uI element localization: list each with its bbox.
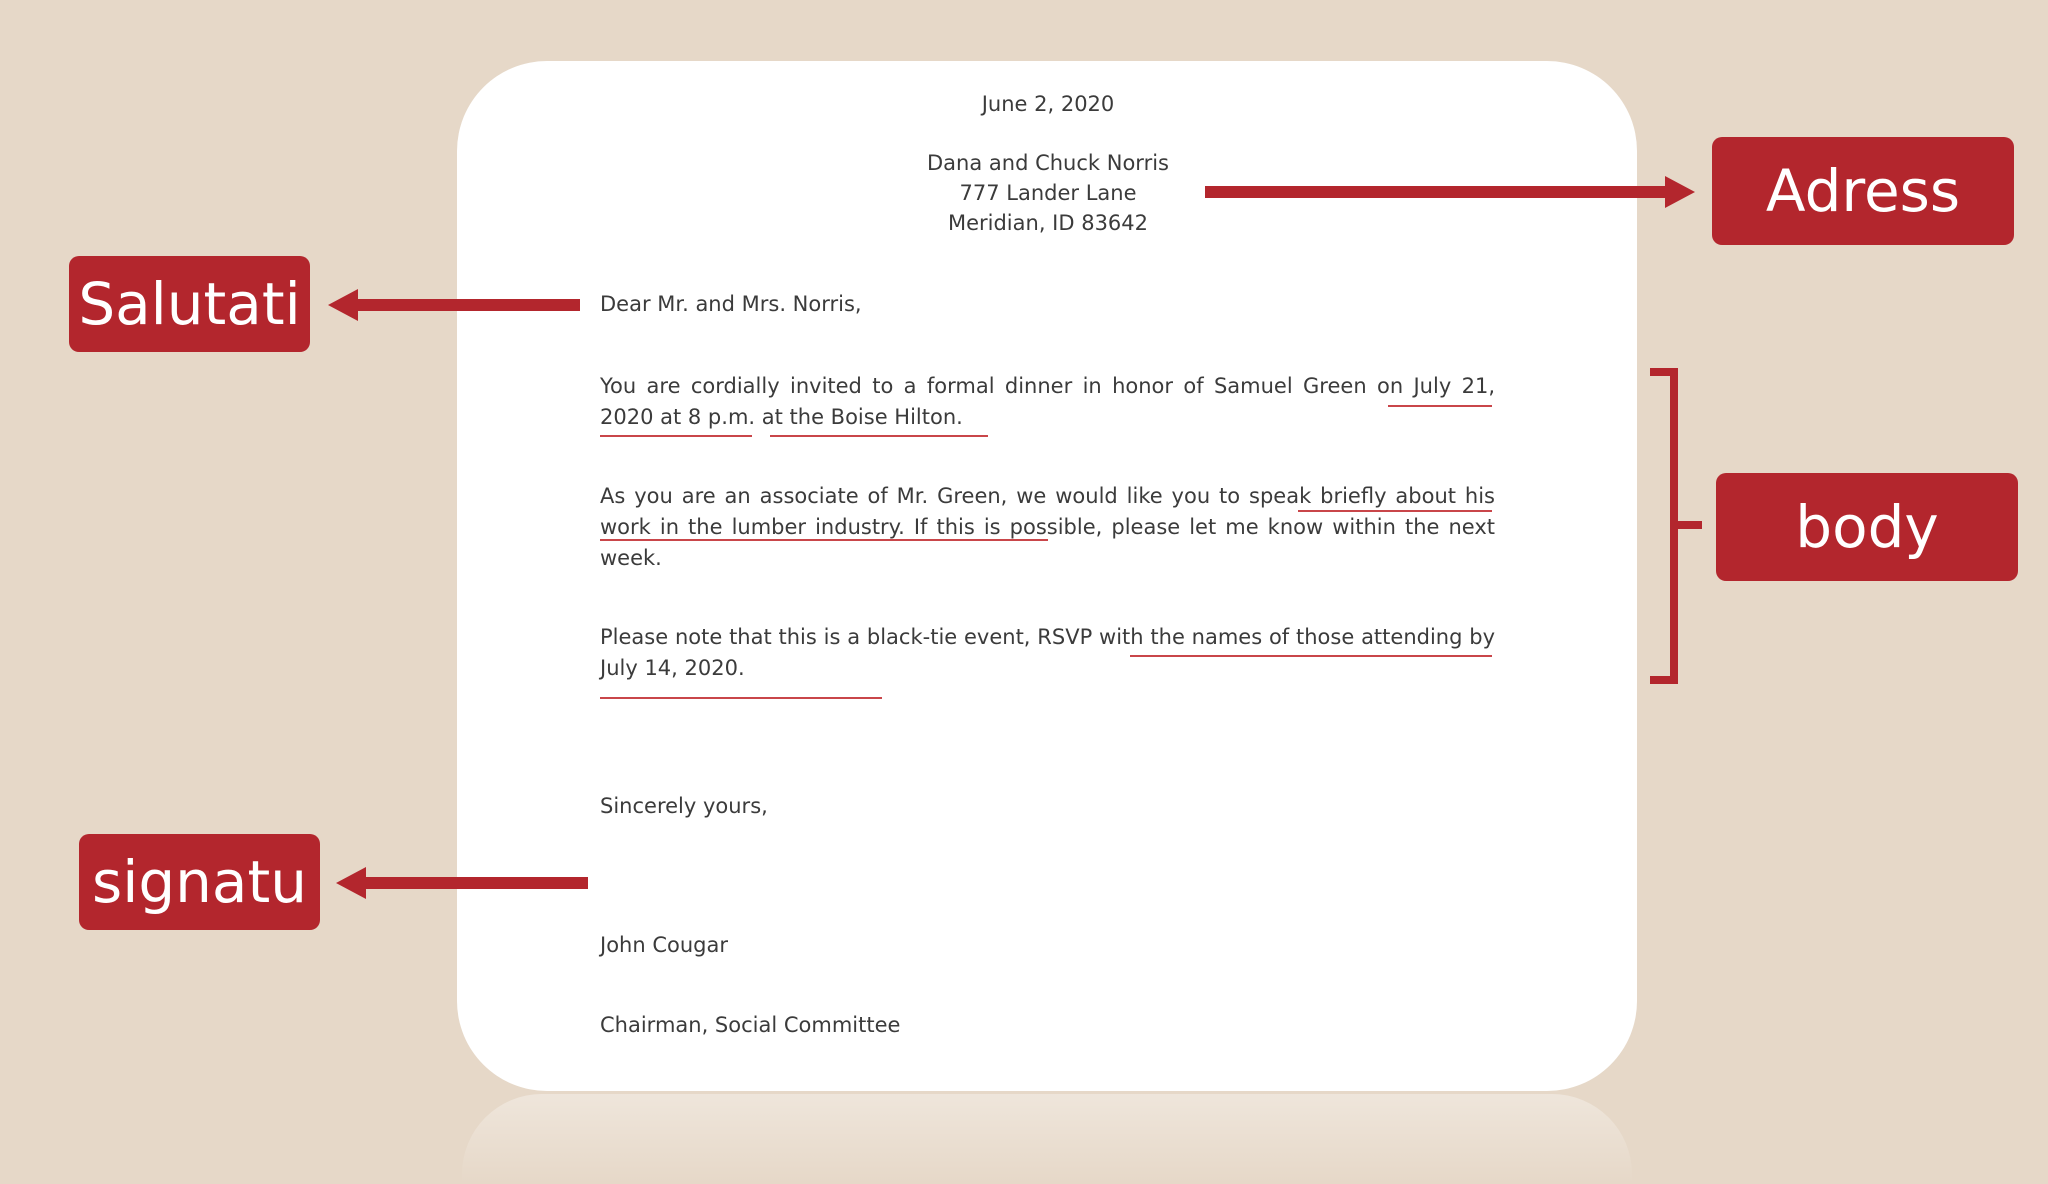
closing-text: Sincerely yours,	[600, 794, 768, 818]
address-line-1: Dana and Chuck Norris	[927, 151, 1169, 175]
body-paragraph-2: As you are an associate of Mr. Green, we would like you to speak briefly about his work in the lumber industry. If this is possible, please let me know within the next week.	[600, 484, 1495, 570]
signature-arrow-line	[358, 877, 588, 889]
underline-mark	[600, 435, 752, 437]
body-paragraph-1: You are cordially invited to a formal dinner in honor of Samuel Green on July 21, 2020 at 8 p.m. at the Boise Hilton.	[600, 374, 1495, 429]
address-arrow-line	[1205, 186, 1675, 198]
salutation-arrow-line	[350, 299, 580, 311]
letter-date: June 2, 2020	[981, 92, 1115, 116]
underline-mark	[1298, 510, 1492, 512]
salutation-label: Salutati	[69, 256, 310, 352]
underline-mark	[1388, 405, 1492, 407]
address-line-2: 777 Lander Lane	[959, 181, 1137, 205]
body-bracket-icon	[1640, 368, 1710, 688]
address-label: Adress	[1712, 137, 2014, 245]
address-line-3: Meridian, ID 83642	[947, 211, 1149, 235]
card-reflection	[462, 1094, 1632, 1184]
body-paragraph-3: Please note that this is a black-tie event, RSVP with the names of those attending by July 14, 2020.	[600, 625, 1495, 680]
underline-mark	[1130, 655, 1492, 657]
underline-mark	[600, 697, 882, 699]
signature-title: Chairman, Social Committee	[600, 1013, 901, 1037]
signature-name: John Cougar	[600, 933, 728, 957]
body-label: body	[1716, 473, 2018, 581]
arrow-right-icon	[1665, 176, 1695, 208]
signature-label: signatu	[79, 834, 320, 930]
underline-mark	[770, 435, 988, 437]
salutation-text: Dear Mr. and Mrs. Norris,	[600, 292, 862, 316]
underline-mark	[600, 539, 1048, 541]
